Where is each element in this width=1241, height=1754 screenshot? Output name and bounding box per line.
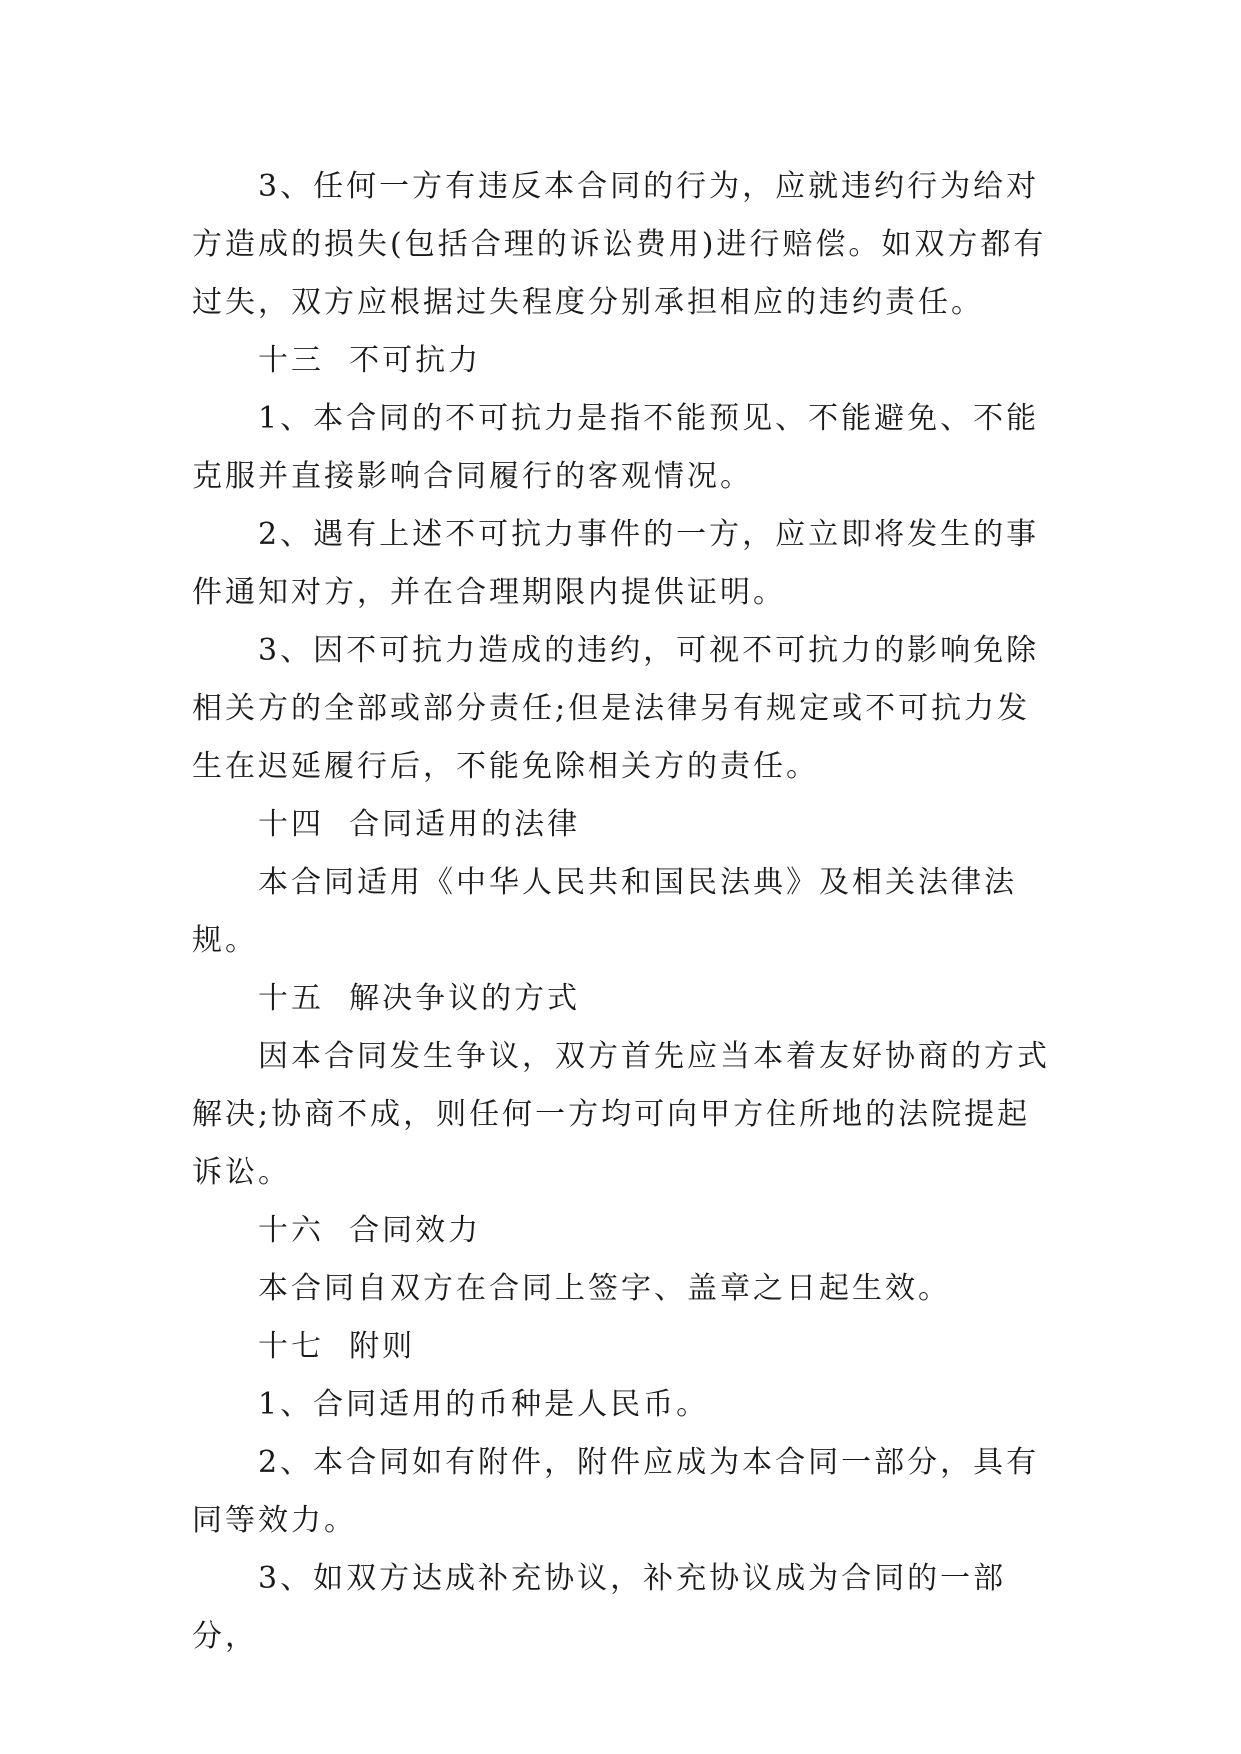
section-heading: 十七 附则 xyxy=(258,1329,416,1364)
clause-paragraph: 2、本合同如有附件，附件应成为本合同一部分，具有同等效力。 xyxy=(192,1445,1040,1538)
clause-paragraph: 1、本合同的不可抗力是指不能预见、不能避免、不能克服并直接影响合同履行的客观情况。 xyxy=(192,401,1040,494)
clause-paragraph: 2、遇有上述不可抗力事件的一方，应立即将发生的事件通知对方，并在合理期限内提供证明。 xyxy=(192,517,1040,610)
section-heading: 十六 合同效力 xyxy=(258,1213,482,1248)
clause-paragraph: 3、如双方达成补充协议，补充协议成为合同的一部分， xyxy=(192,1561,1007,1654)
clause-paragraph: 3、因不可抗力造成的违约，可视不可抗力的影响免除相关方的全部或部分责任;但是法律另有规定或不可抗力发生在迟延履行后，不能免除相关方的责任。 xyxy=(192,633,1040,784)
clause-paragraph: 本合同适用《中华人民共和国民法典》及相关法律法规。 xyxy=(192,865,1017,958)
clause-paragraph: 因本合同发生争议，双方首先应当本着友好协商的方式解决;协商不成，则任何一方均可向甲方住所地的法院提起诉讼。 xyxy=(192,1039,1050,1190)
clause-paragraph: 3、任何一方有违反本合同的行为，应就违约行为给对方造成的损失(包括合理的诉讼费用)进行赔偿。如双方都有过失，双方应根据过失程度分别承担相应的违约责任。 xyxy=(192,169,1047,320)
section-heading: 十三 不可抗力 xyxy=(258,343,482,378)
clause-paragraph: 1、合同适用的币种是人民币。 xyxy=(258,1387,710,1422)
section-heading: 十四 合同适用的法律 xyxy=(258,807,581,842)
clause-paragraph: 本合同自双方在合同上签字、盖章之日起生效。 xyxy=(258,1271,951,1306)
document-body xyxy=(192,158,1052,1666)
section-heading: 十五 解决争议的方式 xyxy=(258,981,581,1016)
